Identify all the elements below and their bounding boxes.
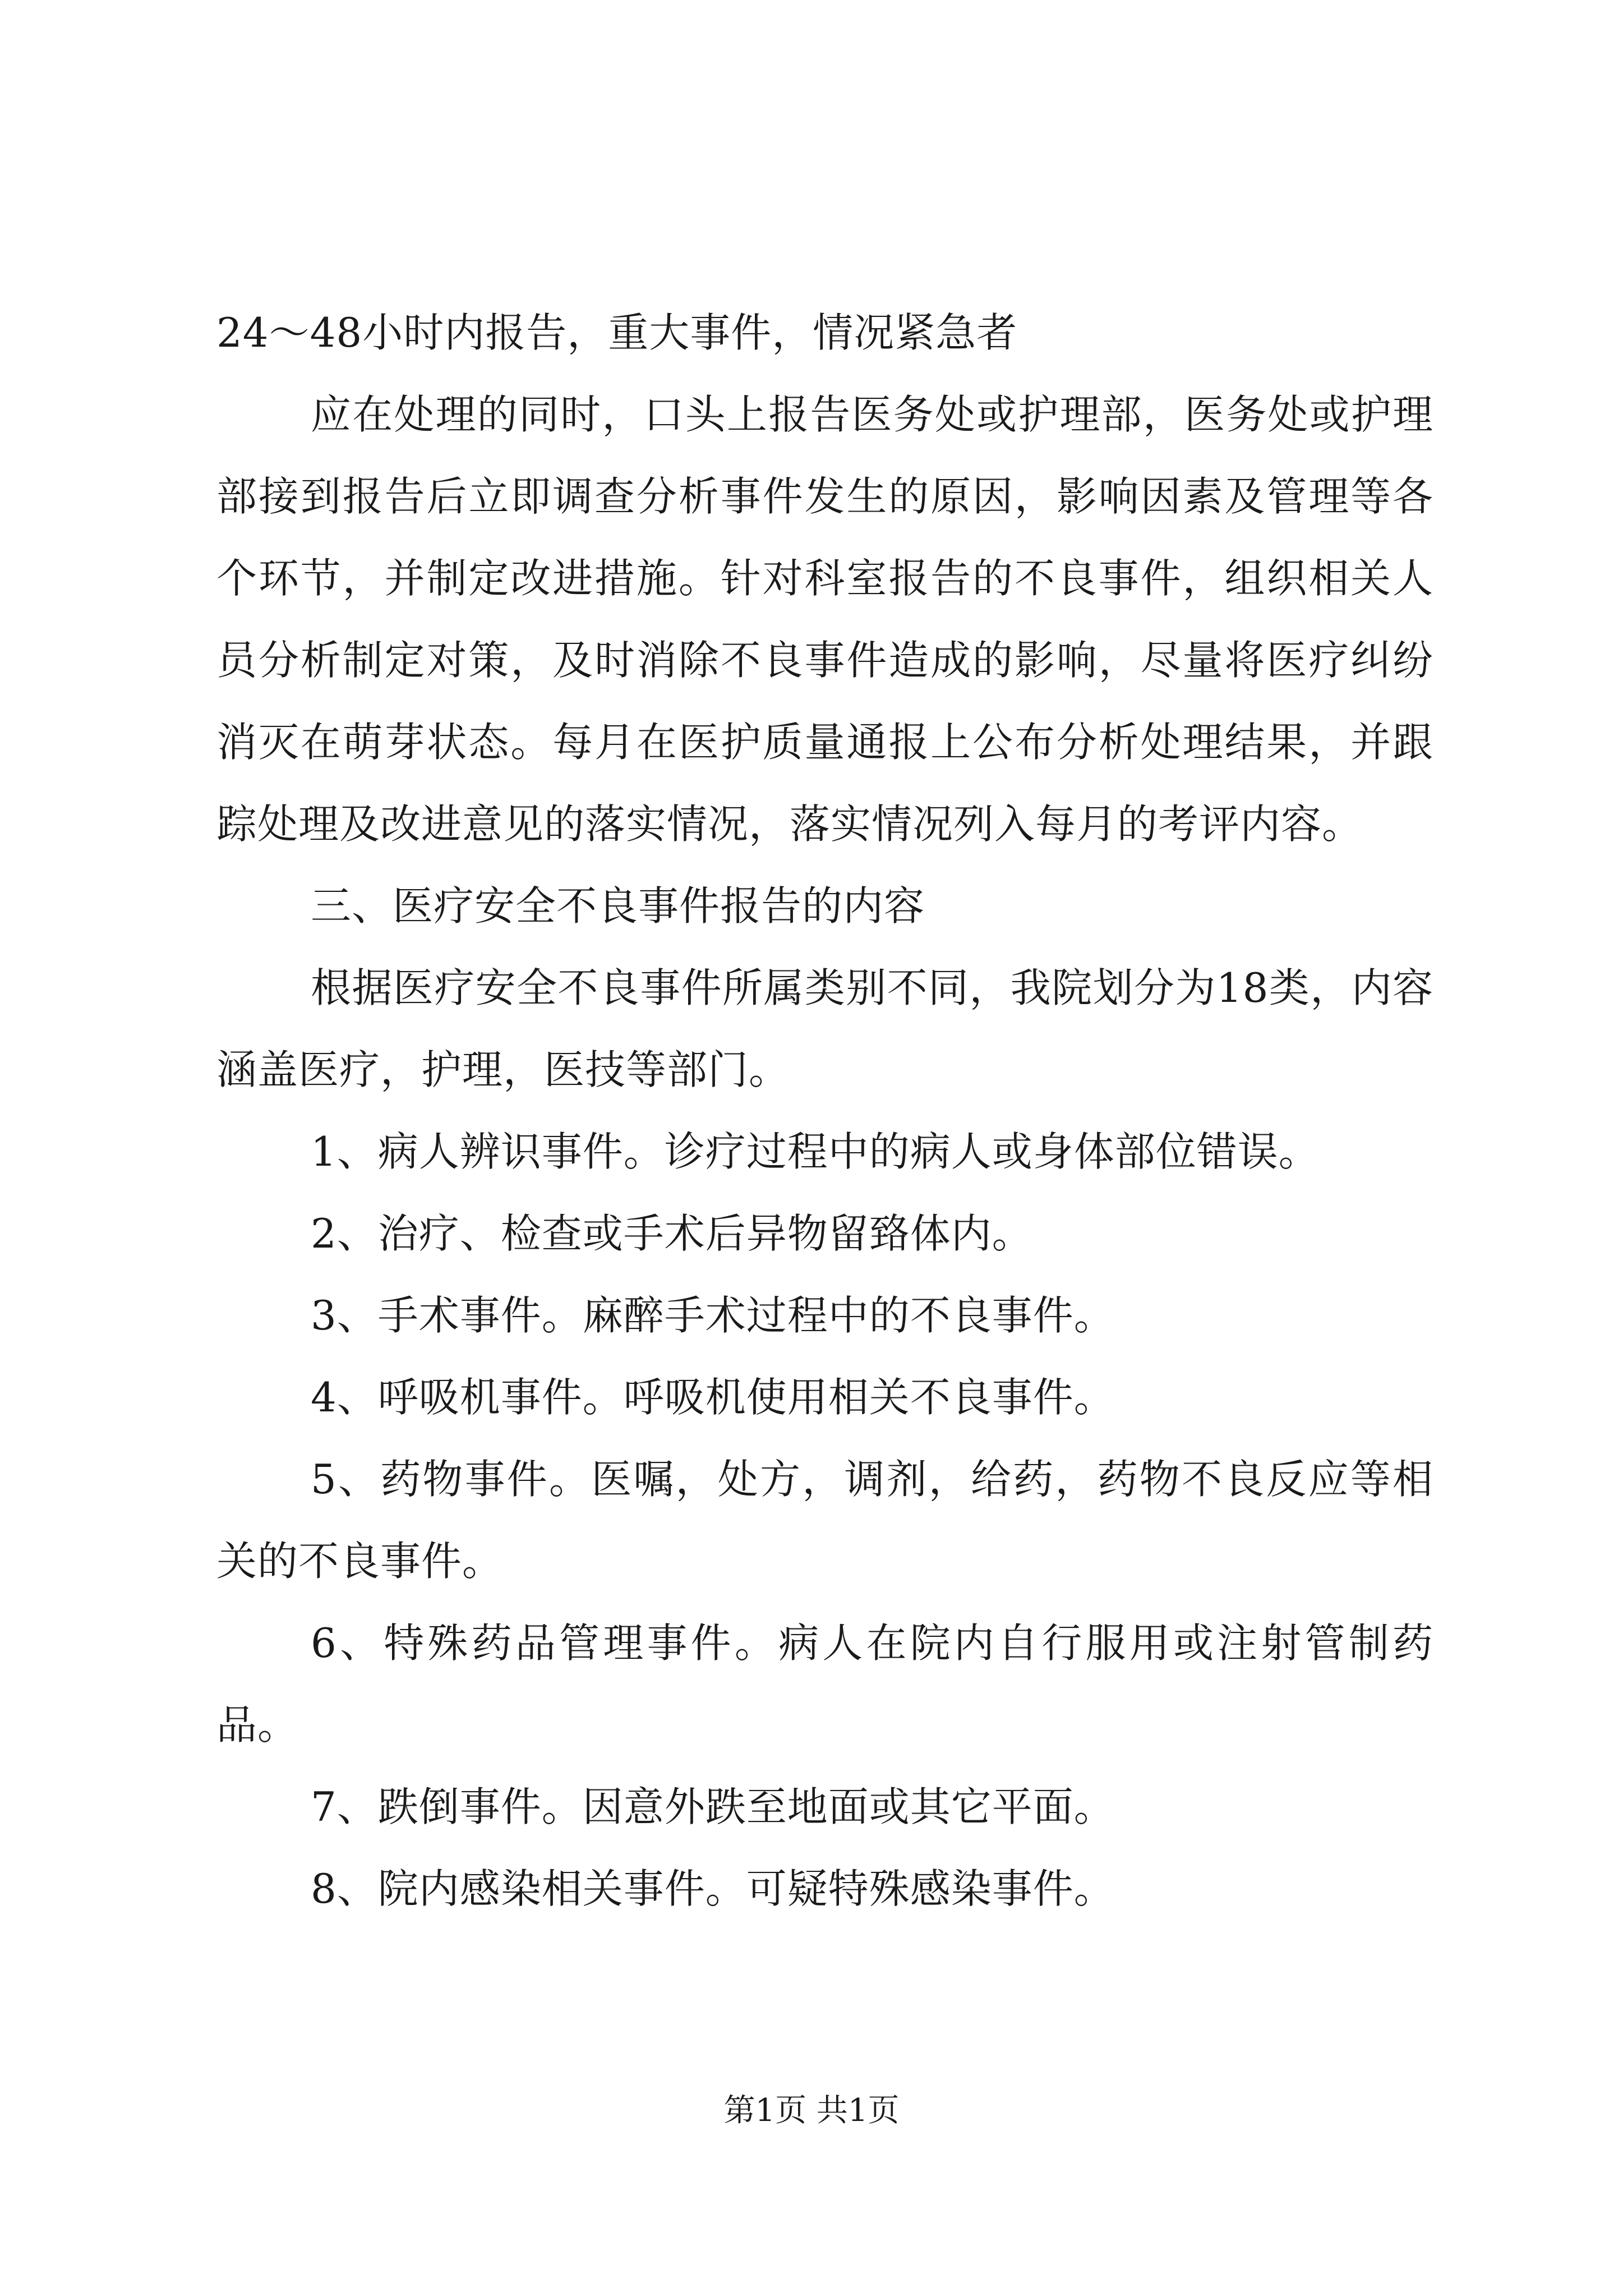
list-item: 1、病人辨识事件。诊疗过程中的病人或身体部位错误。 bbox=[311, 1128, 1320, 1175]
list-item: 5、药物事件。医嘱，处方，调剂，给药，药物不良反应等相关的不良事件。 bbox=[216, 1456, 1433, 1585]
document-body bbox=[216, 292, 1433, 1930]
list-item: 3、手术事件。麻醉手术过程中的不良事件。 bbox=[311, 1292, 1115, 1339]
list-item: 6、特殊药品管理事件。病人在院内自行服用或注射管制药品。 bbox=[216, 1619, 1433, 1749]
section-heading: 三、医疗安全不良事件报告的内容 bbox=[311, 882, 925, 930]
page-number-footer: 第1页 共1页 bbox=[723, 2092, 900, 2129]
list-item: 7、跌倒事件。因意外跌至地面或其它平面。 bbox=[311, 1783, 1115, 1830]
paragraph-reporting-procedure: 应在处理的同时，口头上报告医务处或护理部，医务处或护理部接到报告后立即调查分析事件发生的原因，影响因素及管理等各个环节，并制定改进措施。针对科室报告的不良事件，组织相关人员分析制定对策，及时消除不良事件造成的影响，尽量将医疗纠纷消灭在萌芽状态。每月在医护质量通报上公布分析处理结果，并跟踪处理及改进意见的落实情况，落实情况列入每月的考评内容。 bbox=[216, 391, 1433, 848]
list-item: 2、治疗、检查或手术后异物留臵体内。 bbox=[311, 1210, 1033, 1257]
paragraph-continuation: 24～48小时内报告，重大事件，情况紧急者 bbox=[216, 309, 1018, 356]
list-item: 4、呼吸机事件。呼吸机使用相关不良事件。 bbox=[311, 1374, 1115, 1421]
list-item: 8、院内感染相关事件。可疑特殊感染事件。 bbox=[311, 1865, 1115, 1912]
paragraph-categories-intro: 根据医疗安全不良事件所属类别不同，我院划分为18类，内容涵盖医疗，护理，医技等部门。 bbox=[216, 964, 1433, 1093]
